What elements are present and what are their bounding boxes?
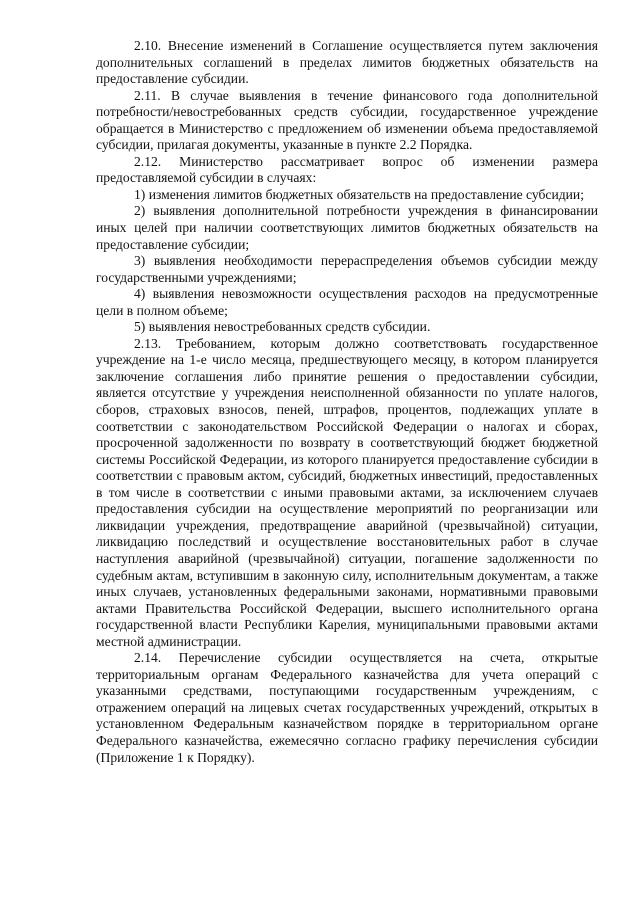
paragraph-2-14: 2.14. Перечисление субсидии осуществляется на счета, открытые территориальным органам Федерального казначейства для учета операций с указанными средствами, поступающими государственным учреждениям, с отражением операций на лицевых счетах государственных учреждений, открытых в установленном Федеральным казначейством порядке в территориальном органе Федерального казначейства, ежемесячно согласно графику перечисления субсидии (Приложение 1 к Порядку). [96,650,598,765]
list-item-3: 3) выявления необходимости перераспределения объемов субсидии между государственными учреждениями; [96,253,598,285]
list-item-2: 2) выявления дополнительной потребности учреждения в финансировании иных целей при наличии соответствующих лимитов бюджетных обязательств на предоставление субсидии; [96,203,598,252]
paragraph-2-10: 2.10. Внесение изменений в Соглашение осуществляется путем заключения дополнительных соглашений в пределах лимитов бюджетных обязательств на предоставление субсидии. [96,38,598,87]
paragraph-2-13: 2.13. Требованием, которым должно соответствовать государственное учреждение на 1-е число месяца, предшествующего месяцу, в котором планируется заключение соглашения либо принятие решения о предоставлении субсидии, является отсутствие у учреждения неисполненной обязанности по уплате налогов, сборов, страховых взносов, пеней, штрафов, процентов, подлежащих уплате в соответствии с законодательством Российской Федерации о налогах и сборах, просроченной задолженности по возврату в соответствующий бюджет бюджетной системы Российской Федерации, из которого планируется предоставление субсидии в соответствии с правовым актом, субсидий, бюджетных инвестиций, предоставленных в том числе в соответствии с иными правовыми актами, за исключением случаев предоставления субсидии на осуществление мероприятий по реорганизации или ликвидации учреждения, предотвращение аварийной (чрезвычайной) ситуации, ликвидацию последствий и осуществление восстановительных работ в случае наступления аварийной (чрезвычайной) ситуации, погашение задолженности по судебным актам, вступившим в законную силу, исполнительным документам, а также иных случаев, установленных федеральными законами, нормативными правовыми актами Правительства Российской Федерации, высшего исполнительного органа государственной власти Республики Карелия, муниципальными правовыми актами местной администрации. [96,335,598,649]
list-item-5: 5) выявления невостребованных средств субсидии. [134,319,431,335]
paragraph-2-11: 2.11. В случае выявления в течение финансового года дополнительной потребности/невостребованных средств субсидии, государственное учреждение обращается в Министерство с предложением об изменении объема предоставляемой субсидии, прилагая документы, указанные в пункте 2.2 Порядка. [96,87,598,153]
list-item-4: 4) выявления невозможности осуществления расходов на предусмотренные цели в полном объеме; [96,286,598,318]
list-item-1: 1) изменения лимитов бюджетных обязательств на предоставление субсидии; [134,186,584,202]
paragraph-2-12: 2.12. Министерство рассматривает вопрос об изменении размера предоставляемой субсидии в случаях: [96,153,598,186]
document-body [96,38,598,766]
